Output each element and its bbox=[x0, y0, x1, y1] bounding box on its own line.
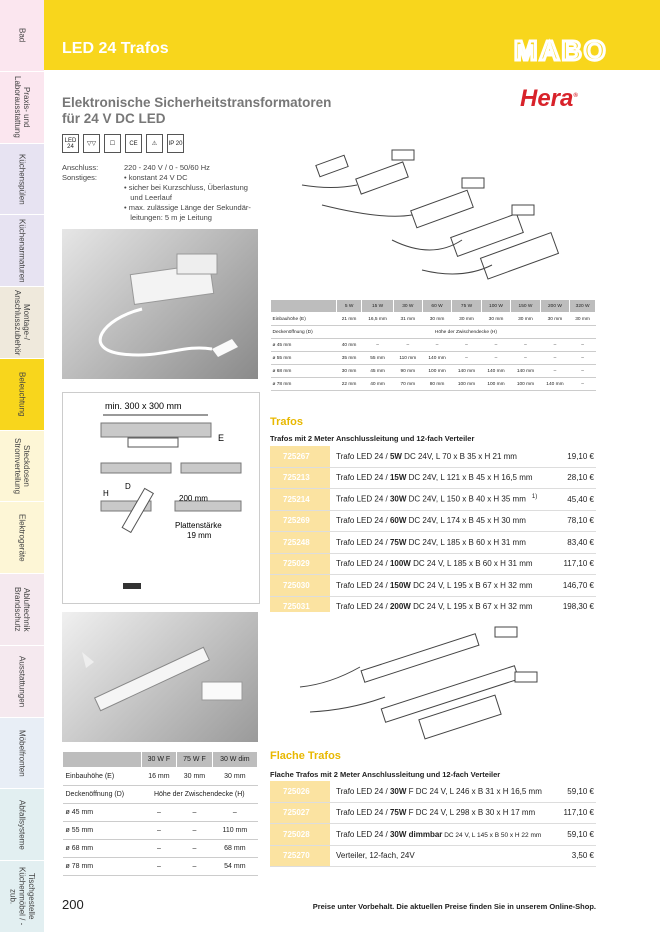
table-cell: – bbox=[422, 339, 451, 352]
table-cell: 110 mm bbox=[393, 352, 422, 365]
product-description bbox=[330, 446, 559, 467]
table-cell: 150 W bbox=[511, 300, 540, 313]
wattage: 60W bbox=[389, 516, 407, 526]
table-cell: ø 45 mm bbox=[271, 339, 337, 352]
table-cell: – bbox=[393, 339, 422, 352]
product-price: 28,10 € bbox=[559, 467, 596, 489]
table-cell: 100 W bbox=[481, 300, 510, 313]
wattage: 75W bbox=[389, 808, 407, 818]
table-cell: 30 W dim bbox=[212, 752, 257, 768]
table-cell: – bbox=[212, 804, 257, 822]
page-title: Elektronische Sicherheitstransformatoren für 24 V DC LED bbox=[62, 95, 332, 126]
product-code: 725270 bbox=[270, 845, 330, 867]
spec-value: 220 - 240 V / 0 - 50/60 Hz bbox=[124, 163, 210, 172]
product-price: 59,10 € bbox=[560, 824, 596, 846]
diagram-label: D bbox=[125, 482, 131, 491]
sidebar-tab[interactable] bbox=[0, 646, 44, 718]
product-code: 725029 bbox=[270, 553, 330, 575]
table-cell: 35 mm bbox=[336, 352, 361, 365]
table-cell: – bbox=[570, 378, 596, 391]
table-cell: ø 78 mm bbox=[63, 858, 142, 876]
warning-icon: ⚠ bbox=[146, 134, 163, 153]
spec-label: Sonstiges: bbox=[62, 173, 98, 182]
table-cell: 30 mm bbox=[212, 768, 257, 786]
product-photo-flat bbox=[62, 612, 258, 742]
desc-text: Trafo LED 24 / bbox=[336, 516, 390, 526]
product-row[interactable] bbox=[270, 845, 596, 867]
diagram-label: 19 mm bbox=[187, 531, 212, 540]
table-cell: 90 mm bbox=[393, 365, 422, 378]
table-cell: – bbox=[141, 822, 177, 840]
table-cell: – bbox=[141, 858, 177, 876]
desc-text: Trafo LED 24 / bbox=[336, 829, 390, 839]
sidebar-tab[interactable] bbox=[0, 502, 44, 574]
ce-icon: CE bbox=[125, 134, 142, 153]
desc-text: DC 24V, L 70 x B 35 x H 21 mm bbox=[401, 451, 517, 461]
table-cell: 100 mm bbox=[452, 378, 481, 391]
table-cell: ø 68 mm bbox=[63, 840, 142, 858]
wattage: 15W bbox=[389, 473, 407, 483]
product-row[interactable] bbox=[270, 510, 596, 532]
desc-text: DC 24V, L 174 x B 45 x H 30 mm bbox=[406, 516, 526, 526]
table-cell: 140 mm bbox=[422, 352, 451, 365]
table-cell: Deckenöffnung (D) bbox=[271, 326, 337, 339]
desc-text: Trafo LED 24 / bbox=[336, 559, 390, 569]
table-cell: – bbox=[540, 352, 569, 365]
product-description bbox=[330, 489, 559, 511]
table-cell: 70 mm bbox=[393, 378, 422, 391]
section-title-trafos: Trafos bbox=[270, 416, 304, 428]
table-cell: – bbox=[481, 339, 510, 352]
desc-text: DC 24V, L 121 x B 45 x H 16,5 mm bbox=[406, 473, 533, 483]
section-subtitle-flache: Flache Trafos mit 2 Meter Anschlussleitung und 12-fach Verteiler bbox=[270, 770, 501, 779]
desc-text: DC 24V, L 185 x B 60 x H 31 mm bbox=[406, 537, 526, 547]
table-cell: ø 78 mm bbox=[271, 378, 337, 391]
table-cell: ø 55 mm bbox=[271, 352, 337, 365]
product-price: 83,40 € bbox=[559, 532, 596, 554]
svg-text:MABO: MABO bbox=[514, 36, 608, 64]
table-cell: 30 mm bbox=[570, 313, 596, 326]
table-cell: – bbox=[540, 339, 569, 352]
wattage: 30W bbox=[389, 495, 407, 505]
transformer-illustration bbox=[62, 229, 258, 379]
mm-icon: ▽▽ bbox=[83, 134, 100, 153]
table-cell: 40 mm bbox=[336, 339, 361, 352]
product-price: 45,40 € bbox=[559, 489, 596, 511]
table-cell: 60 W bbox=[422, 300, 451, 313]
sidebar-tab[interactable] bbox=[0, 0, 44, 72]
sidebar-tab-label: Steckdosen Stromverteilung bbox=[13, 437, 32, 494]
table-cell: 31 mm bbox=[393, 313, 422, 326]
table-cell: – bbox=[177, 822, 213, 840]
table-cell: – bbox=[570, 339, 596, 352]
desc-text: DC 24V, L 150 x B 40 x H 35 mm bbox=[406, 495, 526, 505]
table-cell: Höhe der Zwischendecke (H) bbox=[141, 786, 257, 804]
desc-text: DC 24 V, L 195 x B 67 x H 32 mm bbox=[410, 602, 533, 612]
table-cell: ø 68 mm bbox=[271, 365, 337, 378]
table-cell: 80 mm bbox=[422, 378, 451, 391]
table-cell: 30 W F bbox=[141, 752, 177, 768]
product-row[interactable] bbox=[270, 467, 596, 489]
table-cell: 30 mm bbox=[481, 313, 510, 326]
table-cell: 140 mm bbox=[481, 365, 510, 378]
table-cell: – bbox=[177, 840, 213, 858]
sidebar-tab-label: Montage-/ Anschlusszubehör bbox=[13, 289, 32, 356]
desc-text: Trafo LED 24 / bbox=[336, 808, 390, 818]
product-description bbox=[330, 824, 560, 846]
desc-text: Trafo LED 24 / bbox=[336, 537, 390, 547]
sidebar-tab-label: Bad bbox=[17, 28, 27, 43]
diagram-label: E bbox=[218, 433, 225, 443]
product-description bbox=[330, 845, 560, 867]
header-bar bbox=[44, 0, 660, 70]
section-subtitle-trafos: Trafos mit 2 Meter Anschlussleitung und 12-fach Verteiler bbox=[270, 434, 475, 443]
product-price: 19,10 € bbox=[559, 446, 596, 467]
product-row[interactable] bbox=[270, 532, 596, 554]
product-row[interactable] bbox=[270, 824, 596, 846]
product-price: 3,50 € bbox=[560, 845, 596, 867]
wattage: 150W bbox=[389, 580, 411, 590]
sidebar-tab-label: Tischgestelle Küchenmöbel / -zub. bbox=[8, 867, 36, 926]
table-cell: 16 mm bbox=[141, 768, 177, 786]
product-price: 117,10 € bbox=[559, 553, 596, 575]
table-cell: 140 mm bbox=[540, 378, 569, 391]
table-cell: – bbox=[452, 352, 481, 365]
price-note: Preise unter Vorbehalt. Die aktuellen Preise finden Sie in unserem Online-Shop. bbox=[312, 902, 596, 911]
sidebar-tab-label: Küchenarmaturen bbox=[17, 218, 27, 283]
product-row[interactable] bbox=[270, 575, 596, 597]
table-cell: 100 mm bbox=[481, 378, 510, 391]
sidebar-tab[interactable] bbox=[0, 789, 44, 861]
product-row[interactable] bbox=[270, 446, 596, 467]
desc-text: Trafo LED 24 / bbox=[336, 580, 390, 590]
product-code: 725269 bbox=[270, 510, 330, 532]
desc-text: Trafo LED 24 / bbox=[336, 451, 390, 461]
table-cell: Einbauhöhe (E) bbox=[271, 313, 337, 326]
sidebar-tab[interactable] bbox=[0, 431, 44, 503]
table-cell: 110 mm bbox=[212, 822, 257, 840]
table-cell: – bbox=[141, 840, 177, 858]
sidebar-tab[interactable] bbox=[0, 72, 44, 144]
wattage: 75W bbox=[389, 537, 407, 547]
table-cell: 68 mm bbox=[212, 840, 257, 858]
table-cell: 45 mm bbox=[362, 365, 394, 378]
sidebar-tab-label: Möbelfronten bbox=[17, 729, 27, 777]
table-cell: – bbox=[511, 352, 540, 365]
product-description bbox=[330, 575, 559, 597]
wattage: 30W dimmbar bbox=[389, 829, 443, 839]
table-cell: 30 mm bbox=[452, 313, 481, 326]
spec-label: Anschluss: bbox=[62, 163, 99, 172]
spec-value: • max. zulässige Länge der Sekundär- bbox=[124, 203, 251, 212]
spec-value: und Leerlauf bbox=[124, 193, 172, 202]
desc-text: DC 24 V, L 195 x B 67 x H 32 mm bbox=[410, 580, 533, 590]
spec-value: leitungen: 5 m je Leitung bbox=[124, 213, 212, 222]
product-code: 725026 bbox=[270, 781, 330, 802]
product-row[interactable] bbox=[270, 781, 596, 802]
led24-icon: LED 24 bbox=[62, 134, 79, 153]
hera-logo: Hera® bbox=[520, 85, 578, 112]
sidebar-tab-label: Beleuchtung bbox=[17, 371, 27, 417]
table-cell: Höhe der Zwischendecke (H) bbox=[336, 326, 595, 339]
category-sidebar bbox=[0, 0, 44, 933]
page-header-title: LED 24 Trafos bbox=[62, 40, 169, 57]
product-row[interactable] bbox=[270, 802, 596, 824]
product-description bbox=[330, 510, 559, 532]
table-cell: 22 mm bbox=[336, 378, 361, 391]
wattage: 100W bbox=[389, 559, 411, 569]
flache-product-table bbox=[270, 781, 596, 867]
product-code: 725028 bbox=[270, 824, 330, 846]
table-row bbox=[271, 339, 596, 352]
ip20-icon: IP 20 bbox=[167, 134, 184, 153]
flat-transformers-drawing bbox=[270, 612, 596, 742]
flat-installation-table bbox=[62, 751, 258, 876]
table-cell: 5 W bbox=[336, 300, 361, 313]
product-description bbox=[330, 781, 560, 802]
desc-text: Trafo LED 24 / bbox=[336, 473, 390, 483]
table-cell: 30 mm bbox=[177, 768, 213, 786]
product-code: 725031 bbox=[270, 596, 330, 618]
table-cell: – bbox=[141, 804, 177, 822]
product-description bbox=[330, 532, 559, 554]
table-cell: 30 mm bbox=[422, 313, 451, 326]
table-cell: 140 mm bbox=[511, 365, 540, 378]
table-cell: – bbox=[481, 352, 510, 365]
table-row bbox=[63, 804, 258, 822]
product-price: 59,10 € bbox=[560, 781, 596, 802]
table-cell: – bbox=[362, 339, 394, 352]
table-cell: Einbauhöhe (E) bbox=[63, 768, 142, 786]
table-cell: 21 mm bbox=[336, 313, 361, 326]
spec-value: • sicher bei Kurzschluss, Überlastung bbox=[124, 183, 248, 192]
table-cell: 15 W bbox=[362, 300, 394, 313]
sidebar-tab[interactable] bbox=[0, 574, 44, 646]
product-row[interactable] bbox=[270, 489, 596, 511]
desc-text: Verteiler, 12-fach, 24V bbox=[336, 851, 415, 861]
product-description bbox=[330, 467, 559, 489]
product-row[interactable] bbox=[270, 553, 596, 575]
certification-icons bbox=[62, 134, 184, 153]
table-row bbox=[271, 378, 596, 391]
table-cell: 200 W bbox=[540, 300, 569, 313]
product-description bbox=[330, 802, 560, 824]
table-cell: – bbox=[570, 352, 596, 365]
product-code: 725214 bbox=[270, 489, 330, 511]
product-code: 725030 bbox=[270, 575, 330, 597]
sidebar-tab-label: Küchenspülen bbox=[17, 153, 27, 205]
table-cell: 30 mm bbox=[511, 313, 540, 326]
spec-value: • konstant 24 V DC bbox=[124, 173, 188, 182]
product-code: 725027 bbox=[270, 802, 330, 824]
table-cell: – bbox=[452, 339, 481, 352]
product-description bbox=[330, 553, 559, 575]
desc-text: F DC 24 V, L 246 x B 31 x H 16,5 mm bbox=[406, 786, 542, 796]
sidebar-tab[interactable] bbox=[0, 144, 44, 216]
desc-text: Trafo LED 24 / bbox=[336, 495, 390, 505]
table-cell: 16,5 mm bbox=[362, 313, 394, 326]
page-number: 200 bbox=[62, 897, 84, 912]
table-cell: Deckenöffnung (D) bbox=[63, 786, 142, 804]
table-row bbox=[271, 352, 596, 365]
product-price: 146,70 € bbox=[559, 575, 596, 597]
table-cell: 30 W bbox=[393, 300, 422, 313]
product-price: 78,10 € bbox=[559, 510, 596, 532]
table-cell: 75 W F bbox=[177, 752, 213, 768]
table-cell: – bbox=[177, 804, 213, 822]
sidebar-tab-label: Ausstattungen bbox=[17, 655, 27, 707]
sidebar-tab-label: Praxis- und Laborausstattung bbox=[13, 76, 32, 139]
sidebar-tab[interactable] bbox=[0, 215, 44, 287]
product-code: 725248 bbox=[270, 532, 330, 554]
diagram-label: 200 mm bbox=[179, 494, 208, 503]
installation-diagram bbox=[62, 392, 260, 604]
wattage: 30W bbox=[389, 786, 407, 796]
sidebar-tab-label: Abluftechnik Brandschutz bbox=[13, 587, 32, 632]
table-cell bbox=[271, 300, 337, 313]
diagram-label: Plattenstärke bbox=[175, 521, 222, 530]
sidebar-tab[interactable] bbox=[0, 287, 44, 359]
table-cell: 30 mm bbox=[336, 365, 361, 378]
table-row bbox=[63, 840, 258, 858]
product-code: 725267 bbox=[270, 446, 330, 467]
sidebar-tab[interactable] bbox=[0, 861, 44, 933]
sidebar-tab-label: Elektrogeräte bbox=[17, 513, 27, 562]
protection-class-icon: ☐ bbox=[104, 134, 121, 153]
table-cell: ø 45 mm bbox=[63, 804, 142, 822]
desc-text: Trafo LED 24 / bbox=[336, 602, 390, 612]
table-cell: 100 mm bbox=[422, 365, 451, 378]
table-cell: 54 mm bbox=[212, 858, 257, 876]
trafos-product-table bbox=[270, 446, 596, 618]
diagram-label: min. 300 x 300 mm bbox=[105, 401, 182, 411]
wattage: 5W bbox=[389, 451, 402, 461]
table-cell bbox=[63, 752, 142, 768]
table-cell: 320 W bbox=[570, 300, 596, 313]
sidebar-tab[interactable] bbox=[0, 718, 44, 790]
table-cell: 55 mm bbox=[362, 352, 394, 365]
wattage: 200W bbox=[389, 602, 411, 612]
sidebar-tab-label: Abfallsysteme bbox=[17, 799, 27, 850]
table-row bbox=[63, 822, 258, 840]
table-cell: ø 55 mm bbox=[63, 822, 142, 840]
desc-text: F DC 24 V, L 298 x B 30 x H 17 mm bbox=[406, 808, 536, 818]
section-title-flache: Flache Trafos bbox=[270, 750, 341, 762]
product-price: 198,30 € bbox=[559, 596, 596, 618]
desc-text: DC 24 V, L 145 x B 50 x H 22 mm bbox=[442, 831, 542, 839]
product-code: 725213 bbox=[270, 467, 330, 489]
mabo-logo bbox=[514, 36, 644, 64]
desc-text: DC 24 V, L 185 x B 60 x H 31 mm bbox=[410, 559, 533, 569]
desc-text: Trafo LED 24 / bbox=[336, 786, 390, 796]
table-cell: – bbox=[540, 365, 569, 378]
diagram-label: H bbox=[103, 489, 109, 498]
table-cell: – bbox=[570, 365, 596, 378]
footnote-mark: 1) bbox=[531, 494, 538, 501]
table-cell: – bbox=[511, 339, 540, 352]
table-cell: 40 mm bbox=[362, 378, 394, 391]
installation-table bbox=[270, 299, 596, 391]
table-row bbox=[63, 858, 258, 876]
product-price: 117,10 € bbox=[560, 802, 596, 824]
table-cell: 75 W bbox=[452, 300, 481, 313]
sidebar-tab[interactable] bbox=[0, 359, 44, 431]
table-cell: – bbox=[177, 858, 213, 876]
table-cell: 30 mm bbox=[540, 313, 569, 326]
transformers-drawing bbox=[262, 130, 592, 295]
product-photo bbox=[62, 229, 258, 379]
table-row bbox=[271, 365, 596, 378]
table-cell: 100 mm bbox=[511, 378, 540, 391]
table-cell: 140 mm bbox=[452, 365, 481, 378]
